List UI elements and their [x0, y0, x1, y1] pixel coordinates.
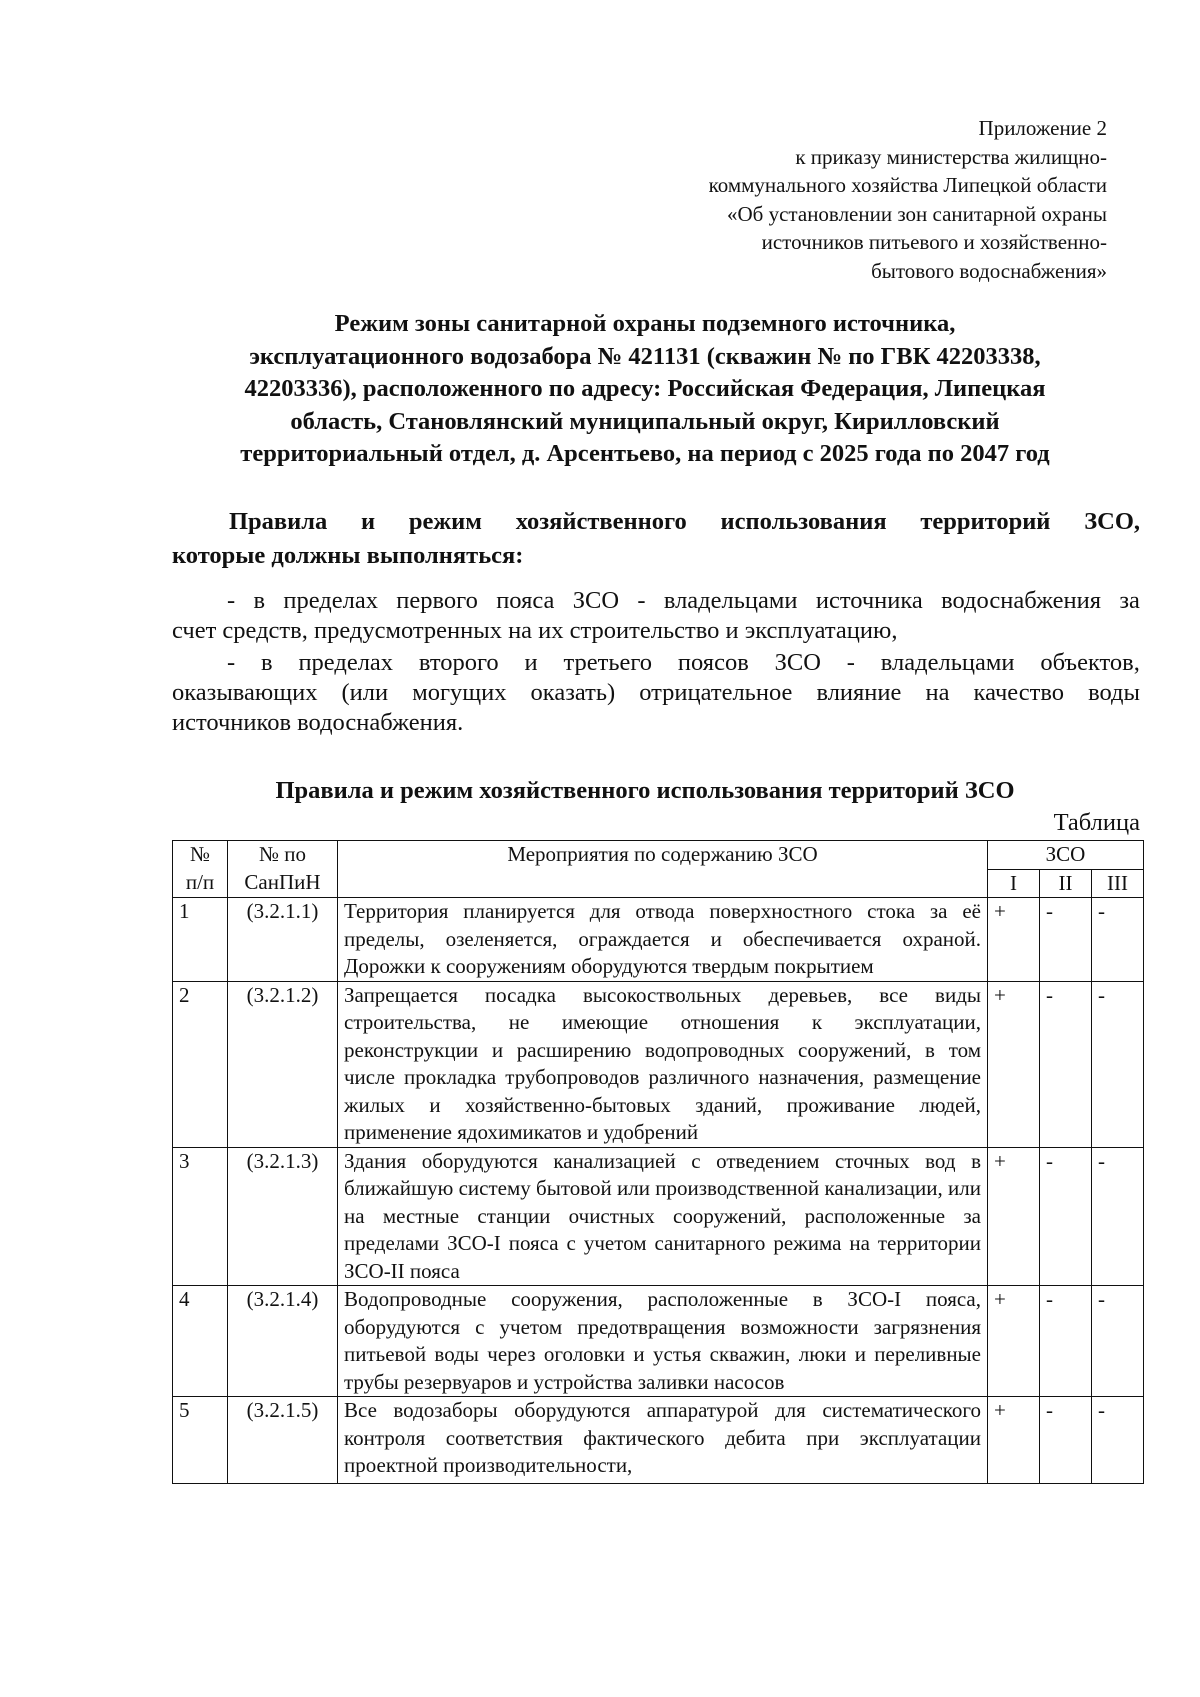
row-zso-2: - — [1040, 1397, 1092, 1484]
word: - — [637, 587, 646, 614]
row-measure-text: Территория планируется для отвода поверхностного стока за её пределы, озеленяется, ограждается и обеспечивается охраной. Дорожки к сооружениям оборудуются твердым покрытием — [338, 898, 988, 982]
word: режим — [408, 508, 482, 535]
appendix-line: источников питьевого и хозяйственно- — [761, 230, 1107, 254]
word: ЗСО — [572, 587, 620, 614]
row-num: 3 — [173, 1147, 228, 1286]
title-line: область, Становлянский муниципальный округ, Кирилловский — [290, 407, 1000, 435]
table-title: Правила и режим хозяйственного использования территорий ЗСО — [275, 777, 1015, 804]
header-num: № п/п — [173, 841, 228, 898]
row-sanpin-ref: (3.2.1.3) — [228, 1147, 338, 1286]
header-measures: Мероприятия по содержанию ЗСО — [338, 841, 988, 898]
row-sanpin-ref: (3.2.1.1) — [228, 898, 338, 982]
word: влияние — [816, 679, 902, 706]
word: Правила — [229, 508, 328, 535]
zso-rules-table — [172, 840, 1144, 1484]
rules-heading-line: которые должны выполняться: — [172, 542, 524, 569]
word: пояса — [496, 587, 555, 614]
word: использования — [720, 508, 887, 535]
word: воды — [1088, 679, 1140, 706]
appendix-line: «Об установлении зон санитарной охраны — [727, 201, 1107, 226]
rules-heading — [172, 505, 1140, 573]
row-measure-text: Все водозаборы оборудуются аппаратурой для систематического контроля соответствия фактического дебита при эксплуатации проектной производительности, — [338, 1397, 988, 1484]
word: пределах — [298, 649, 394, 676]
word: на — [925, 679, 950, 706]
word: владельцами — [880, 649, 1015, 676]
paragraph-line: источников водоснабжения. — [172, 709, 464, 736]
word: объектов, — [1040, 649, 1140, 676]
word: - — [227, 649, 236, 676]
title-line: территориальный отдел, д. Арсентьево, на период с 2025 года по 2047 год — [240, 440, 1050, 467]
row-num: 5 — [173, 1397, 228, 1484]
word: в — [261, 649, 273, 676]
table-row — [173, 1286, 1144, 1397]
title-line: эксплуатационного водозабора № 421131 (скважин № по ГВК 42203338, — [249, 342, 1041, 370]
row-zso-3: - — [1092, 1147, 1144, 1286]
word: первого — [396, 587, 478, 614]
word: - — [846, 649, 855, 676]
row-zso-2: - — [1040, 1286, 1092, 1397]
row-measure-text: Запрещается посадка высокоствольных деревьев, все виды строительства, не имеющие отношения к эксплуатации, реконструкции и расширению водопроводных сооружений, в том числе прокладка трубопроводов различного назначения, размещение жилых и хозяйственно-бытовых зданий, проживание людей, применение ядохимикатов и удобрений — [338, 981, 988, 1147]
word: владельцами — [663, 587, 798, 614]
word: водоснабжения — [941, 587, 1102, 614]
header-zso-belt-3: III — [1092, 869, 1144, 898]
appendix-line: коммунального хозяйства Липецкой области — [708, 173, 1107, 197]
row-zso-2: - — [1040, 981, 1092, 1147]
table-row — [173, 981, 1144, 1147]
document-title — [150, 308, 1140, 471]
table-row — [173, 898, 1144, 982]
appendix-reference — [547, 114, 1107, 285]
header-sanpin-ref: № по СанПиН — [228, 841, 338, 898]
row-measure-text: Водопроводные сооружения, расположенные в ЗСО-I пояса, оборудуются с учетом предотвращения возможности загрязнения питьевой воды через оголовки и устья скважин, люки и переливные трубы резервуаров и устройства заливки насосов — [338, 1286, 988, 1397]
word: (или — [341, 679, 389, 706]
word: могущих — [412, 679, 507, 706]
paragraph-line — [172, 648, 1140, 678]
word: оказывающих — [172, 679, 318, 706]
word: и — [524, 649, 538, 676]
row-zso-2: - — [1040, 898, 1092, 982]
word: качество — [973, 679, 1064, 706]
word: источника — [815, 587, 923, 614]
paragraph-second-third-belt — [172, 648, 1140, 738]
paragraph-line: счет средств, предусмотренных на их строительство и эксплуатацию, — [172, 617, 898, 644]
appendix-line: к приказу министерства жилищно- — [795, 144, 1107, 169]
header-zso-belt-1: I — [988, 869, 1040, 898]
row-sanpin-ref: (3.2.1.5) — [228, 1397, 338, 1484]
row-num: 4 — [173, 1286, 228, 1397]
paragraph-line — [172, 678, 1140, 708]
word: поясов — [677, 649, 749, 676]
word: пределах — [283, 587, 378, 614]
table-row — [173, 1397, 1144, 1484]
paragraph-line — [172, 586, 1140, 616]
row-zso-3: - — [1092, 1397, 1144, 1484]
row-num: 1 — [173, 898, 228, 982]
title-line: Режим зоны санитарной охраны подземного источника, — [334, 310, 956, 337]
row-zso-1: + — [988, 1397, 1040, 1484]
word: хозяйственного — [515, 508, 687, 535]
word: отрицательное — [639, 679, 793, 706]
row-zso-3: - — [1092, 1286, 1144, 1397]
rules-heading-line — [172, 505, 1140, 539]
row-zso-1: + — [988, 1147, 1040, 1286]
row-num: 2 — [173, 981, 228, 1147]
header-zso-belt-2: II — [1040, 869, 1092, 898]
row-zso-2: - — [1040, 1147, 1092, 1286]
word: за — [1119, 587, 1140, 614]
paragraph-first-belt — [172, 586, 1140, 646]
word: оказать) — [530, 679, 616, 706]
word: второго — [418, 649, 499, 676]
row-zso-1: + — [988, 1286, 1040, 1397]
word: - — [227, 587, 236, 614]
title-line: 42203336), расположенного по адресу: Российская Федерация, Липецкая — [244, 375, 1046, 402]
row-zso-1: + — [988, 981, 1040, 1147]
word: ЗСО, — [1084, 508, 1140, 535]
row-sanpin-ref: (3.2.1.2) — [228, 981, 338, 1147]
word: территорий — [920, 508, 1051, 535]
row-sanpin-ref: (3.2.1.4) — [228, 1286, 338, 1397]
row-measure-text: Здания оборудуются канализацией с отведением сточных вод в ближайшую систему бытовой или производственной канализации, или на местные станции очистных сооружений, расположенные за пределами ЗСО-I пояса с учетом санитарного режима на территории ЗСО-II пояса — [338, 1147, 988, 1286]
appendix-line: Приложение 2 — [978, 116, 1107, 140]
row-zso-1: + — [988, 898, 1040, 982]
header-zso: ЗСО — [988, 841, 1144, 870]
word: и — [361, 508, 376, 535]
word: ЗСО — [774, 649, 821, 676]
appendix-line: бытового водоснабжения» — [871, 258, 1107, 283]
table-row — [173, 1147, 1144, 1286]
word: в — [253, 587, 266, 614]
table-label: Таблица — [1053, 809, 1140, 836]
row-zso-3: - — [1092, 981, 1144, 1147]
word: третьего — [563, 649, 653, 676]
row-zso-3: - — [1092, 898, 1144, 982]
